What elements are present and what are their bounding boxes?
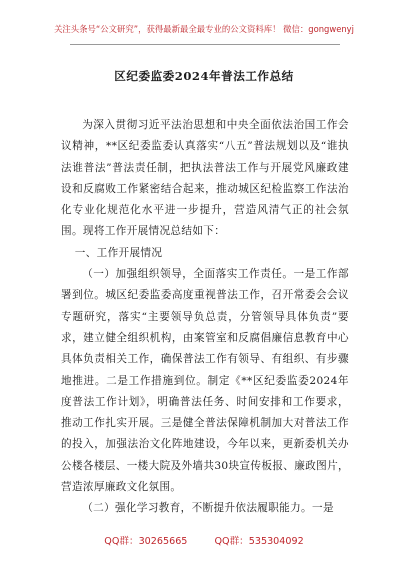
body-paragraph: （二）强化学习教育，不断提升依法履职能力。一是 [82, 502, 334, 515]
document-title: 区纪委监委2024年普法工作总结 [114, 69, 294, 83]
page-header-banner: 关注头条号“公文研究”，获得最新最全最专业的公文资料库！ 微信：gongwenyj [54, 24, 354, 34]
section-heading: 一、工作开展情况 [74, 246, 163, 259]
intro-paragraph: 为深入贯彻习近平法治思想和中央全面依法治国工作会议精神，**区纪委监委认真落实“八五”普法规划以及“谁执法谁普法”普法责任制，把执法普法工作与开展党风廉政建设和反腐败工作紧密结合起来，推动城区纪检监察工作法治化专业化规范化水平进一步提升，营造风清气正的社会氛围。现将工作开展情况总结如下： [61, 119, 349, 238]
page-footer [0, 533, 408, 547]
header-divider [70, 44, 340, 45]
document-body [61, 115, 349, 520]
footer-qq-group-1: QQ群：30265665 [104, 536, 188, 547]
body-paragraph: （一）加强组织领导，全面落实工作责任。一是工作部署到位。城区纪委监委高度重视普法工作，召开常委会会议专题研究，落实“主要领导负总责，分管领导具体负责”要求，建立健全组织机构，由案管室和反腐倡廉信息教育中心具体负责相关工作，确保普法工作有领导、有组织、有步骤地推进。二是工作措施到位。制定《**区纪委监委2024年度普法工作计划》，明确普法任务、时间安排和工作要求，推动工作扎实开展。三是健全普法保障机制加大对普法工作的投入，加强法治文化阵地建设，今年以来，更新委机关办公楼各楼层、一楼大院及外墙共30块宣传板报、廉政图片，营造浓厚廉政文化氛围。 [61, 268, 349, 494]
footer-qq-group-2: QQ群：535304092 [214, 536, 304, 547]
